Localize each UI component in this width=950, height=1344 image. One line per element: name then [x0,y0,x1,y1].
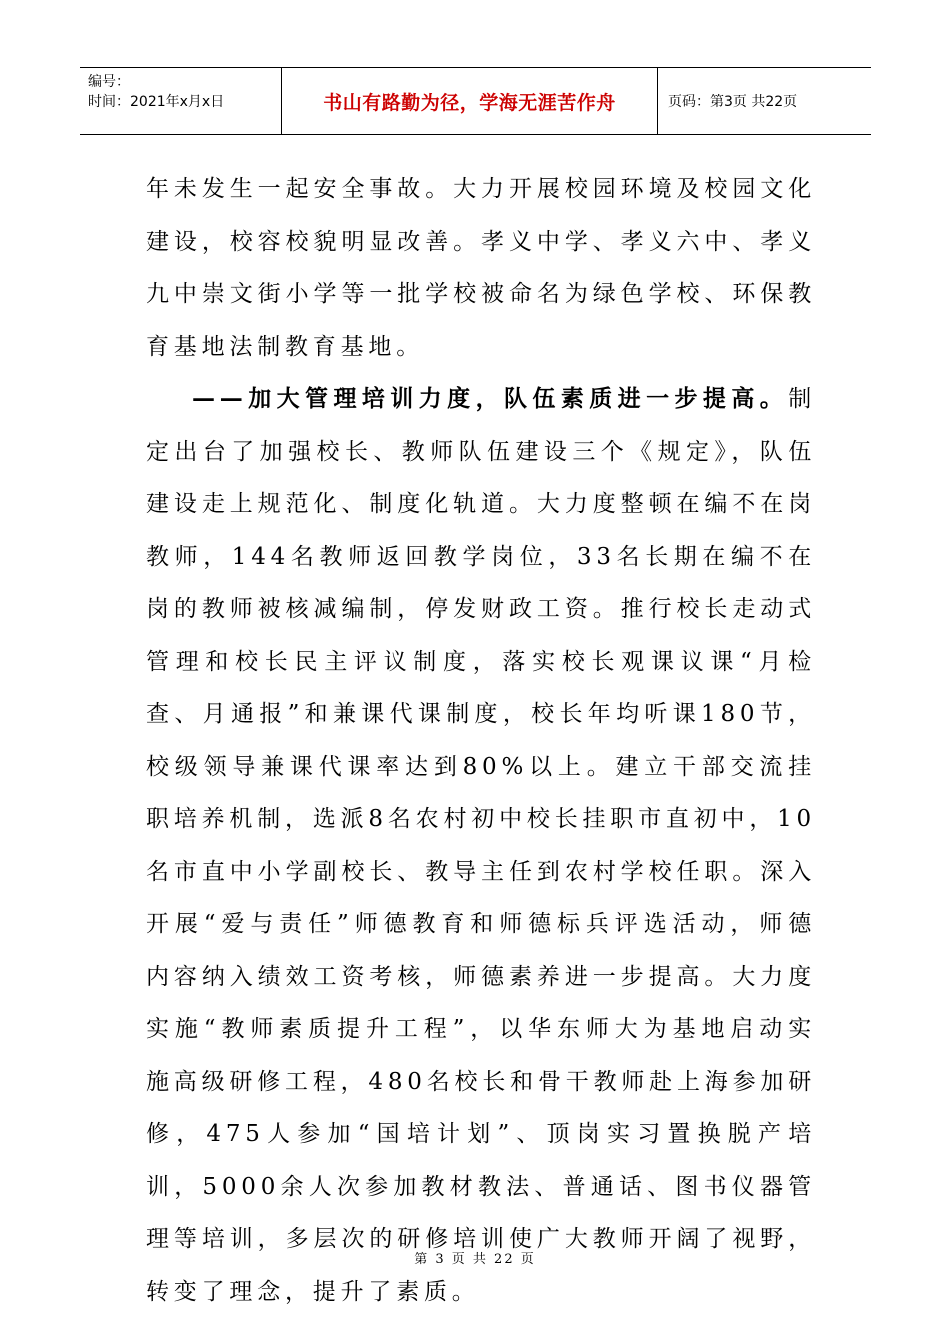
header-meta [80,68,282,134]
page-header [80,67,871,135]
document-number-label: 编号： [88,74,130,90]
paragraph-2-text: 制定出台了加强校长、教师队伍建设三个《规定》，队伍建设走上规范化、制度化轨道。大力度整顿在编不在岗教师，144名教师返回教学岗位，33名长期在编不在岗的教师被核减编制，停发财政工资。推行校长走动式管理和校长民主评议制度，落实校长观课议课“月检查、月通报”和兼课代课制度，校长年均听课180节，校级领导兼课代课率达到80%以上。建立干部交流挂职培养机制，选派8名农村初中校长挂职市直初中，10名市直中小学副校长、教导主任到农村学校任职。深入开展“爱与责任”师德教育和师德标兵评选活动，师德内容纳入绩效工资考核，师德素养进一步提高。大力度实施“教师素质提升工程”，以华东师大为基地启动实施高级研修工程，480名校长和骨干教师赴上海参加研修，475人参加“国培计划”、顶岗实习置换脱产培训，5000余人次参加教材教法、普通话、图书仪器管理等培训，多层次的研修培训使广大教师开阔了视野，转变了理念，提升了素质。 [146,386,816,1305]
paragraph-1: 年未发生一起安全事故。大力开展校园环境及校园文化建设，校容校貌明显改善。孝义中学、孝义六中、孝义九中崇文街小学等一批学校被命名为绿色学校、环保教育基地法制教育基地。 [146,176,816,360]
paragraph-2-heading: ——加大管理培训力度，队伍素质进一步提高。 [192,385,789,412]
header-page-info: 页码：第3页 共22页 [668,94,798,110]
page-footer: 第 3 页 共 22 页 [414,1252,536,1267]
paragraph-2 [146,373,816,1318]
header-motto: 书山有路勤为径，学海无涯苦作舟 [282,68,658,134]
document-time-label: 时间：2021年x月x日 [88,94,225,110]
document-body [146,163,816,1318]
